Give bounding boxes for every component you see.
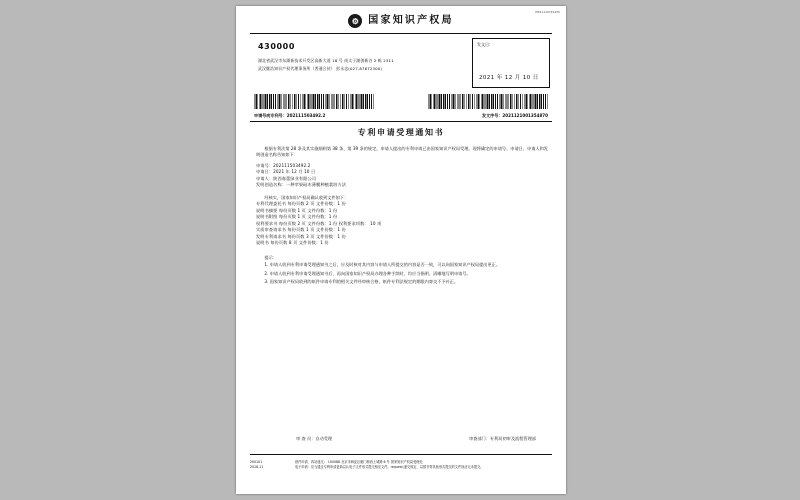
dispatch-serial-label: 发文序号： bbox=[481, 113, 503, 118]
received-document-item: 权利要求书 每份页数 2 页 文件份数：1 份 权利要求项数： 10 项 bbox=[256, 220, 382, 226]
barcode-row bbox=[254, 94, 548, 109]
received-document-item: 说明书 每份页数 8 页 文件份数：1 份 bbox=[256, 240, 329, 246]
dispatch-serial bbox=[482, 113, 548, 119]
header-divider bbox=[250, 33, 552, 34]
issue-date-box bbox=[472, 38, 550, 88]
application-number bbox=[254, 113, 325, 119]
imprint-right bbox=[295, 460, 552, 469]
imprint-form-date: 2018.11 bbox=[250, 464, 264, 469]
field-applicant: 申请人：陕西春蕾绿业有限公司 bbox=[256, 175, 317, 181]
address-line-1: 湖北省武汉市东湖新技术开发区高新大道 18 号 南太子湖创新谷 2 栋 2311 bbox=[258, 57, 394, 63]
note-item: 2. 申请人收到专利申请受理通知书后，再向国家知识产权局办理各种手续时，均应当指明、清晰地写明申请号。 bbox=[264, 270, 471, 276]
imprint-electronic-submission: 电子申请：应当通过专利申请更新以认电子文件形式提交相应文件。request;递交规定、以国书寄其他形式提交的文件视应无未提交。 bbox=[295, 464, 484, 469]
barcode-dispatch-serial bbox=[428, 94, 548, 109]
intro-paragraph: 根据专利法第 28 条及其实施细则第 38 条、第 39 条的规定，申请人提出的专利申请已由国家知识产权局受理。现将确定的申请号、申请日、申请人和发明创造名称告知如下： bbox=[256, 146, 548, 158]
national-emblem-icon: ⚙ bbox=[348, 14, 362, 28]
document-page bbox=[236, 6, 566, 494]
received-document-item: 发明专利请求书 每份页数 3 页 文件份数：1 份 bbox=[256, 233, 346, 239]
department-value: 专利局初审及流程管理部 bbox=[489, 436, 536, 441]
received-document-item: 说明书摘要 每份页数 1 页 文件份数：1 份 bbox=[256, 207, 338, 213]
reviewer-label: 审 查 员： bbox=[296, 436, 316, 441]
imprint-form-code: 200101 bbox=[250, 460, 263, 464]
document-title: 专利申请受理通知书 bbox=[357, 128, 445, 137]
title-divider bbox=[250, 121, 552, 122]
received-document-item: 专利代理委托书 每份页数 2 页 文件份数：1 份 bbox=[256, 201, 346, 207]
address-line-2: 武汉继浩知识产权代理事务所（普通合伙） 彭永忠(027-87672300) bbox=[258, 65, 383, 71]
signature-row bbox=[296, 436, 536, 442]
received-document-item: 实质审查请求书 每份页数 1 页 文件份数：1 份 bbox=[256, 227, 346, 233]
number-row bbox=[254, 113, 548, 119]
imprint-block bbox=[250, 460, 552, 469]
reviewer-value: 自动受理 bbox=[315, 436, 333, 441]
recipient-address-block bbox=[258, 42, 458, 73]
field-application-number: 申请号：202111503492.2 bbox=[256, 162, 311, 168]
issue-date-label: 发文日: bbox=[477, 42, 491, 47]
postal-code: 430000 bbox=[258, 42, 295, 51]
field-invention-title: 发明创造名称：一种苹果砧木薄膜种植栽培方法 bbox=[256, 182, 347, 188]
corner-mark-code: M321110701435 bbox=[535, 11, 560, 14]
imprint-paper-submission: 纸件申请、四站递交： 100088 北京市海淀区蓟门桥西土城路 6 号 国家知识产权局受理处 bbox=[295, 460, 423, 464]
field-application-date: 申请日：2021 年 12 月 10 日 bbox=[256, 169, 316, 175]
issue-date-value: 2021 年 12 月 10 日 bbox=[479, 74, 539, 81]
notes-heading: 提示： bbox=[264, 254, 277, 260]
department-label: 审查部门： bbox=[468, 436, 490, 441]
application-number-label: 申请号或专利号： bbox=[254, 113, 287, 118]
document-header bbox=[236, 14, 566, 28]
application-number-value: 202111503492.2 bbox=[286, 113, 326, 118]
reviewer-field bbox=[296, 436, 332, 442]
received-document-item: 说明书附图 每份页数 1 页 文件份数：1 份 bbox=[256, 214, 338, 220]
barcode-application-number bbox=[254, 94, 374, 109]
note-item: 1. 申请人收到专利申请受理通知书之后，应及时核对其内容与申请人所提交的内容是否一致，可以向国家知识产权局提出更正。 bbox=[264, 262, 501, 268]
document-body bbox=[256, 146, 548, 285]
received-documents-heading: 经核实，国家知识产权局确认收到文件如下： bbox=[264, 194, 349, 200]
note-item: 3. 国家知识产权局收到的纸件申请专利的相关文件经审核合格，纸件专利法规定的期限内寄交不予补正。 bbox=[264, 279, 459, 285]
department-field bbox=[469, 436, 536, 442]
imprint-left bbox=[250, 460, 290, 469]
dispatch-serial-value: 2021121001354870 bbox=[502, 113, 548, 118]
footer-divider bbox=[250, 454, 552, 455]
organization-title: 国家知识产权局 bbox=[368, 15, 454, 27]
